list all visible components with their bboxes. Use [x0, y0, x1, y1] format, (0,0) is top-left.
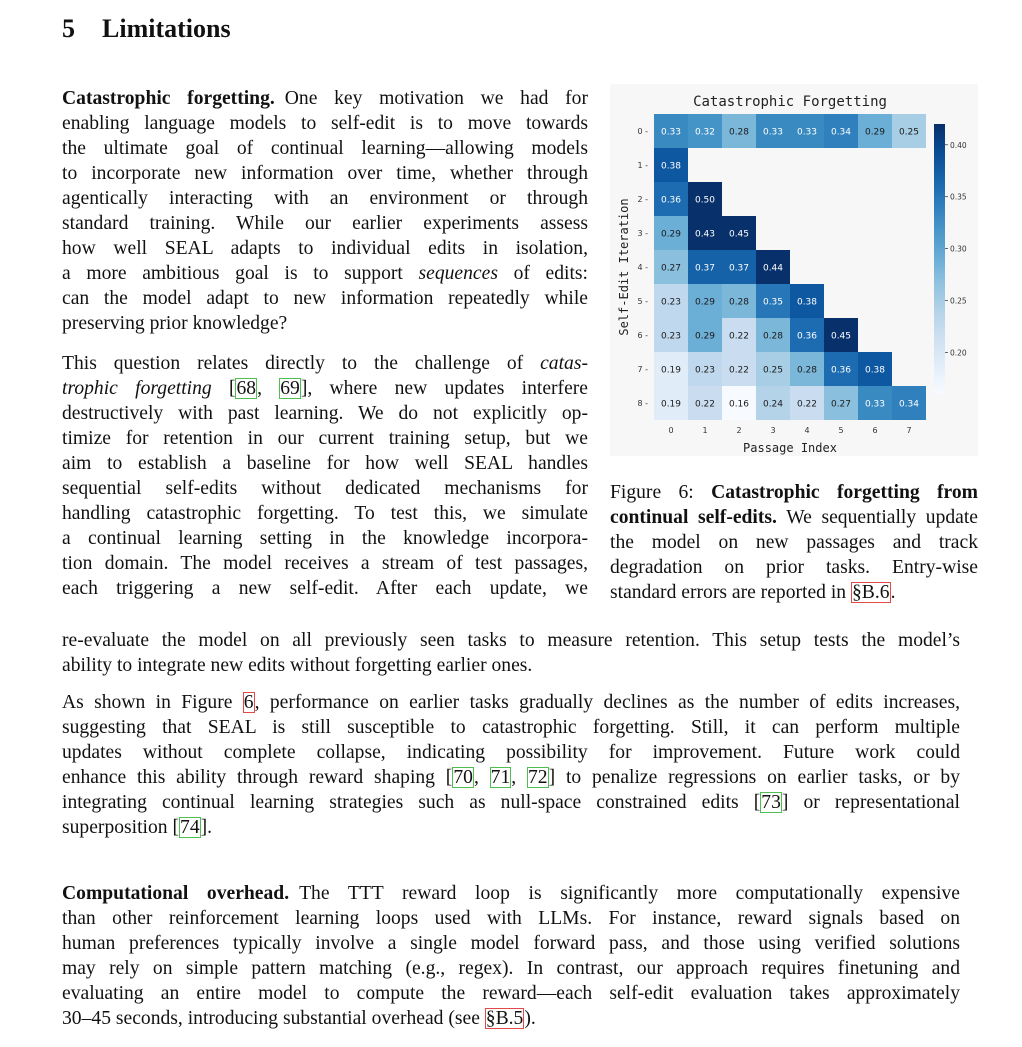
section-heading: [62, 14, 231, 44]
text-line: evaluating an entire model to compute the reward—each self-edit evaluation takes approximately: [62, 983, 960, 1004]
citation-74[interactable]: 74: [180, 817, 200, 838]
paragraph-forgetting-continued: [62, 628, 960, 678]
text-line: One key motivation we had for: [284, 88, 588, 109]
cell-value-label: 0.28: [762, 331, 784, 342]
cell-value-label: 0.45: [728, 229, 750, 240]
text-line: each triggering a new self-edit. After each update, we: [62, 578, 588, 599]
citation-70[interactable]: 70: [453, 767, 473, 788]
heatmap-chart: [610, 84, 978, 456]
cell-value-label: 0.27: [830, 399, 852, 410]
citation-73[interactable]: 73: [761, 792, 781, 813]
text-line: timize for retention in our current training setup, but we: [62, 428, 588, 449]
text-line: re-evaluate the model on all previously seen tasks to measure retention. This setup tests the model’s: [62, 630, 960, 651]
cell-value-label: 0.35: [762, 297, 784, 308]
text-line: enabling language models to self-edit is to move towards: [62, 113, 588, 134]
cell-value-label: 0.36: [830, 365, 852, 376]
paragraph-results: [62, 690, 960, 840]
cell-value-label: 0.36: [796, 331, 818, 342]
cell-value-label: 0.33: [796, 127, 818, 138]
paragraph-lead: Computational overhead.: [62, 883, 290, 904]
text-line: As shown in Figure 6, performance on earlier tasks gradually declines as the number of edits increases,: [62, 692, 960, 713]
cell-value-label: 0.34: [898, 399, 920, 410]
text-line: may rely on simple pattern matching (e.g., regex). In contrast, our approach requires finetuning and: [62, 958, 960, 979]
y-tick-label: 7 -: [637, 365, 648, 374]
y-tick-label: 3 -: [637, 229, 648, 238]
cell-value-label: 0.37: [694, 263, 716, 274]
citation-68[interactable]: 68: [236, 378, 257, 399]
citation-71[interactable]: 71: [490, 767, 511, 788]
x-tick-label: 4: [804, 426, 810, 435]
text-line: destructively with past learning. We do not explicitly op-: [62, 403, 588, 424]
text-line: aim to establish a baseline for how well SEAL handles: [62, 453, 588, 474]
x-tick-label: 6: [872, 426, 878, 435]
cell-value-label: 0.29: [694, 331, 716, 342]
colorbar-tick-label: 0.20: [950, 348, 967, 358]
text-line: the ultimate goal of continual learning—allowing models: [62, 138, 588, 159]
cell-value-label: 0.38: [796, 297, 818, 308]
text-line: human preferences typically involve a single model forward pass, and those using verified solutions: [62, 933, 960, 954]
text-line: than other reinforcement learning loops used with LLMs. For instance, reward signals based on: [62, 908, 960, 929]
text-line: suggesting that SEAL is still susceptible to catastrophic forgetting. Still, it can perform multiple: [62, 717, 960, 738]
figure-6-reference[interactable]: 6: [243, 692, 254, 713]
section-b5-reference[interactable]: §B.5: [485, 1008, 524, 1029]
text-line: to incorporate new information over time, whether through: [62, 163, 588, 184]
cell-value-label: 0.23: [660, 297, 682, 308]
paragraph-lead: Catastrophic forgetting.: [62, 88, 275, 109]
cell-value-label: 0.44: [762, 263, 784, 274]
x-tick-label: 5: [838, 426, 844, 435]
y-tick-label: 2 -: [637, 195, 648, 204]
cell-value-label: 0.22: [728, 331, 750, 342]
text-line: ability to integrate new edits without forgetting earlier ones.: [62, 655, 533, 676]
text-line: handling catastrophic forgetting. To test this, we simulate: [62, 503, 588, 524]
y-tick-label: 6 -: [637, 331, 648, 340]
cell-value-label: 0.16: [728, 399, 750, 410]
y-tick-label: 4 -: [637, 263, 648, 272]
text-line: sequential self-edits without dedicated mechanisms for: [62, 478, 588, 499]
y-tick-label: 0 -: [637, 127, 648, 136]
x-tick-label: 7: [906, 426, 912, 435]
cell-value-label: 0.22: [694, 399, 716, 410]
section-title: Limitations: [102, 14, 231, 43]
text-line: can the model adapt to new information repeatedly while: [62, 288, 588, 309]
text-line: a continual learning setting in the knowledge incorpora-: [62, 528, 588, 549]
section-b6-reference[interactable]: §B.6: [852, 582, 890, 603]
cell-value-label: 0.23: [694, 365, 716, 376]
paragraph-catastrophic-forgetting: [62, 86, 588, 336]
paragraph-forgetting-question: [62, 351, 588, 601]
y-tick-label: 5 -: [637, 297, 648, 306]
cell-value-label: 0.19: [660, 399, 682, 410]
x-tick-label: 2: [736, 426, 742, 435]
cell-value-label: 0.19: [660, 365, 682, 376]
text-line: trophic forgetting [68, 69], where new updates interfere: [62, 378, 588, 399]
cell-value-label: 0.29: [864, 127, 886, 138]
cell-value-label: 0.27: [660, 263, 682, 274]
cell-value-label: 0.38: [864, 365, 886, 376]
x-tick-label: 3: [770, 426, 776, 435]
cell-value-label: 0.32: [694, 127, 716, 138]
cell-value-label: 0.22: [728, 365, 750, 376]
text-line: enhance this ability through reward shaping [70, 71, 72] to penalize regressions on earlier tasks, or by: [62, 767, 961, 788]
text-line: updates without complete collapse, indicating possibility for improvement. Future work could: [62, 742, 960, 763]
cell-value-label: 0.29: [694, 297, 716, 308]
cell-value-label: 0.22: [796, 399, 818, 410]
colorbar: [934, 124, 945, 394]
citation-69[interactable]: 69: [280, 378, 300, 399]
chart-title: Catastrophic Forgetting: [693, 94, 887, 110]
section-number: 5: [62, 14, 75, 43]
cell-value-label: 0.33: [762, 127, 784, 138]
cell-value-label: 0.25: [762, 365, 784, 376]
colorbar-tick-label: 0.25: [950, 296, 967, 306]
text-line: tion domain. The model receives a stream of test passages,: [62, 553, 588, 574]
text-line: superposition [74].: [62, 817, 213, 838]
cell-value-label: 0.38: [660, 161, 682, 172]
cell-value-label: 0.37: [728, 263, 750, 274]
citation-72[interactable]: 72: [528, 767, 548, 788]
colorbar-tick-label: 0.40: [950, 140, 967, 150]
cell-value-label: 0.24: [762, 399, 784, 410]
caption-text: We sequentially update the model on new passages and track degradation on prior tasks. Entry-wise standard errors are reported in: [610, 507, 978, 603]
caption-title: Catastrophic forgetting from continual self-edits.: [610, 482, 978, 528]
text-line: The TTT reward loop is significantly more computationally expensive: [299, 883, 960, 904]
text-line: a more ambitious goal is to support sequences of edits:: [62, 263, 588, 284]
x-tick-label: 0: [668, 426, 674, 435]
figure-6-caption: Figure 6: Catastrophic forgetting from continual self-edits. We sequentially update the model on new passages and track degradation on prior tasks. Entry-wise standard errors are reported in §B.6.: [610, 482, 978, 603]
text-line: agentically interacting with an environment or through: [62, 188, 588, 209]
x-axis-label: Passage Index: [743, 441, 837, 455]
cell-value-label: 0.45: [830, 331, 852, 342]
cell-value-label: 0.34: [830, 127, 852, 138]
y-axis-label: Self-Edit Iteration: [617, 198, 631, 336]
text-line: This question relates directly to the challenge of catas-: [62, 353, 588, 374]
colorbar-tick-label: 0.30: [950, 244, 967, 254]
cell-value-label: 0.28: [796, 365, 818, 376]
caption-label: Figure 6:: [610, 482, 712, 503]
y-tick-label: 1 -: [637, 161, 648, 170]
cell-value-label: 0.50: [694, 195, 716, 206]
text-line: how well SEAL adapts to individual edits in isolation,: [62, 238, 588, 259]
cell-value-label: 0.33: [864, 399, 886, 410]
cell-value-label: 0.43: [694, 229, 716, 240]
text-line: integrating continual learning strategies such as null-space constrained edits [73] or representational: [62, 792, 960, 813]
cell-value-label: 0.25: [898, 127, 920, 138]
cell-value-label: 0.33: [660, 127, 682, 138]
text-line: standard training. While our earlier experiments assess: [62, 213, 588, 234]
y-tick-label: 8 -: [637, 399, 648, 408]
paragraph-computational-overhead: [62, 881, 960, 1031]
colorbar-tick-label: 0.35: [950, 192, 967, 202]
text-line: preserving prior knowledge?: [62, 313, 288, 334]
cell-value-label: 0.29: [660, 229, 682, 240]
cell-value-label: 0.28: [728, 297, 750, 308]
figure-6-heatmap: [610, 84, 978, 456]
cell-value-label: 0.23: [660, 331, 682, 342]
x-tick-label: 1: [702, 426, 708, 435]
cell-value-label: 0.36: [660, 195, 682, 206]
text-line: 30–45 seconds, introducing substantial overhead (see §B.5).: [62, 1008, 536, 1029]
cell-value-label: 0.28: [728, 127, 750, 138]
